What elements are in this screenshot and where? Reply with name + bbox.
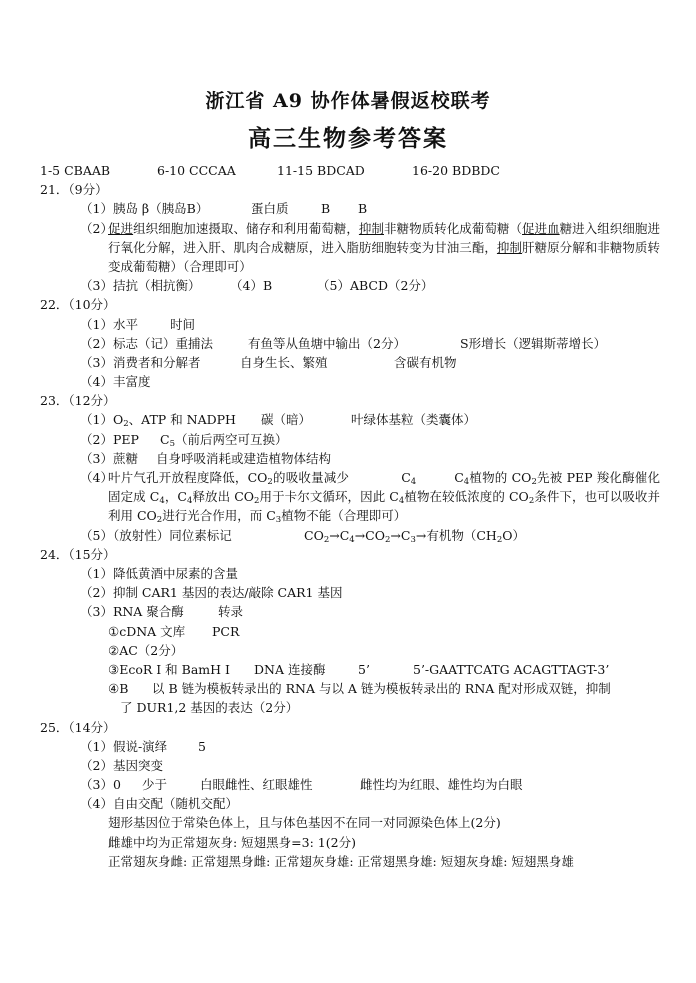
question-21-heading: 21．（9分） — [40, 182, 108, 198]
q25-part-4-line-2 — [40, 833, 660, 852]
answer-text: 5’ — [358, 661, 370, 677]
answer-text: （1）假说-演绎 — [80, 738, 168, 754]
answer-text: ②AC（2分） — [108, 642, 184, 658]
q21-part-3 — [40, 276, 660, 295]
q21-part-2 — [40, 219, 660, 277]
answer-text: 叶绿体基粒（类囊体） — [351, 412, 477, 428]
exam-title: 浙江省 A9 协作体暑假返校联考 — [205, 90, 491, 112]
answer-text: 时间 — [170, 316, 196, 332]
answer-text: （3）拮抗（相抗衡） — [80, 278, 201, 294]
answer-paragraph — [80, 219, 660, 277]
answer-text: 蛋白质 — [251, 201, 289, 217]
answer-text: 以 B 链为模板转录出的 RNA 与以 A 链为模板转录出的 RNA 配对形成双链，抑制 — [152, 681, 611, 697]
answer-text: （2）PEP — [80, 431, 139, 447]
answer-text: $C_5$（前后两空可互换） — [160, 431, 288, 449]
q23-part-3 — [40, 449, 660, 468]
answer-text: （4）B — [230, 278, 273, 294]
q23-part-5 — [40, 526, 660, 545]
underlined-keyword: 促进血 — [522, 220, 560, 236]
answer-paragraph: 叶片气孔开放程度降低，$CO_2$的吸收量减少 $C_4$ $C_4$植物的 $CO_2$先被 PEP 羧化酶催化固定成 $C_4$，$C_4$释放出 $CO_2$用于卡尔文循环，因此 $C_4$植物在较低浓度的 $CO_2$条件下，也可以吸收并利用 $CO_2$进行光合作用，而 $C_3$植物不能（合理即可） — [108, 470, 660, 526]
q25-part-4-line-3 — [40, 852, 660, 871]
answer-text: 组织细胞加速摄取、储存和利用葡萄糖， — [133, 220, 359, 236]
answer-content — [40, 161, 660, 871]
answer-text: 糖进入组织细胞进行氧化分解，进入肝、肌肉合成糖原，进入脂肪细胞转变为甘油三酯， — [108, 220, 660, 255]
q23-part-2 — [40, 430, 660, 449]
answer-text: 非糖物质转化成葡萄糖（ — [384, 220, 522, 236]
q25-part-4-line-1 — [40, 813, 660, 832]
q23-part-4 — [40, 468, 660, 526]
q25-part-4 — [40, 794, 660, 813]
answer-text: （1）胰岛 β（胰岛B） — [80, 201, 209, 217]
answer-text: （4）自由交配（随机交配） — [80, 796, 238, 812]
answer-text: 雌雄中均为正常翅灰身: 短翅黑身=3: 1(2分) — [108, 834, 356, 850]
answer-text: （2）标志（记）重捕法 — [80, 335, 213, 351]
answer-text: 碳（暗） — [261, 412, 312, 428]
answer-text: （3）蔗糖 — [80, 450, 138, 466]
answer-text: 白眼雌性、红眼雄性 — [200, 777, 313, 793]
q24-sub-4 — [40, 679, 660, 698]
answer-text: 含碳有机物 — [394, 354, 457, 370]
answer-text: ④B — [108, 681, 129, 697]
answer-text: （5）ABCD（2分） — [317, 278, 434, 294]
answer-text: 5 — [198, 738, 206, 754]
underlined-keyword: 促进 — [108, 220, 134, 236]
answer-text: （1）降低黄酒中尿素的含量 — [80, 566, 238, 581]
answer-text: 正常翅灰身雌: 正常翅黑身雌: 正常翅灰身雄: 正常翅黑身雄: 短翅灰身雄: 短翅黑身雄 — [108, 853, 574, 869]
q24-sub-3 — [40, 660, 660, 679]
answer-text: 了 DUR1,2 基因的表达（2分） — [120, 700, 299, 716]
answer-text: （5）（放射性）同位素标记 — [80, 527, 232, 543]
q25-part-1 — [40, 737, 660, 756]
question-25-heading: 25．（14分） — [40, 719, 116, 735]
answer-text: B — [321, 201, 331, 217]
answer-text: ①cDNA 文库 — [108, 623, 186, 639]
answer-text: 雌性均为红眼、雄性均为白眼 — [360, 777, 523, 793]
q24-sub-2 — [40, 641, 660, 660]
choice-answer-group: 6-10 CCCAA — [157, 163, 236, 178]
answer-text: 自身生长、繁殖 — [240, 354, 328, 370]
answer-key-title: 高三生物参考答案 — [248, 126, 448, 152]
answer-text: （3）0 — [80, 777, 121, 793]
answer-text: （4）丰富度 — [80, 374, 151, 390]
underlined-keyword: 抑制 — [358, 220, 384, 236]
q25-part-3 — [40, 775, 660, 794]
answer-text: 少于 — [142, 777, 168, 793]
q22-part-3 — [40, 353, 660, 372]
answer-text: PCR — [212, 623, 240, 639]
q24-part-3 — [40, 602, 660, 621]
q24-part-1 — [40, 564, 660, 583]
q24-part-2 — [40, 583, 660, 602]
answer-text: 肝糖原分解和非糖物质转变成葡萄糖）（合理即可） — [108, 239, 660, 274]
pathway-text: $CO_2\to C_4\to CO_2\to C_3\to$有机物$(CH_2O)$ — [304, 527, 526, 545]
answer-text: （3）RNA 聚合酶 — [80, 604, 184, 620]
question-24-heading: 24．（15分） — [40, 546, 116, 562]
q24-sub-1 — [40, 622, 660, 641]
answer-text: （1）水平 — [80, 316, 138, 332]
q25-part-2 — [40, 756, 660, 775]
choice-answer-group: 16-20 BDBDC — [412, 163, 500, 178]
answer-text: （2）抑制 CAR1 基因的表达/敲除 CAR1 基因 — [80, 585, 343, 601]
choice-answers-row — [40, 161, 660, 180]
choice-answer-group: 1-5 CBAAB — [40, 163, 111, 178]
answer-text: $(1)O_2$、ATP 和 NADPH — [80, 412, 236, 430]
answer-text: （2）基因突变 — [80, 757, 163, 773]
answer-text: （3）消费者和分解者 — [80, 354, 201, 370]
answer-text: 有鱼等从鱼塘中输出（2分） — [248, 335, 406, 351]
answer-text: 转录 — [218, 604, 244, 620]
q22-part-2 — [40, 334, 660, 353]
question-23-heading: 23．（12分） — [40, 393, 116, 409]
q22-part-4 — [40, 372, 660, 391]
sequence-text: 5’-GAATTCATG ACAGTTAGT-3’ — [413, 661, 610, 677]
q23-part-1 — [40, 410, 660, 429]
q24-sub-4-continued — [40, 698, 660, 717]
answer-text: S形增长（逻辑斯蒂增长） — [460, 335, 607, 351]
answer-text: B — [358, 201, 368, 217]
part-number: （2） — [80, 220, 113, 236]
answer-text: ③EcoR I 和 BamH I — [108, 661, 230, 677]
answer-text: 翅形基因位于常染色体上，且与体色基因不在同一对同源染色体上(2分) — [108, 815, 501, 831]
choice-answer-group: 11-15 BDCAD — [277, 163, 365, 178]
underlined-keyword: 抑制 — [496, 239, 523, 255]
q22-part-1 — [40, 315, 660, 334]
answer-text: DNA 连接酶 — [254, 661, 326, 677]
q21-part-1 — [40, 199, 660, 218]
question-22-heading: 22．（10分） — [40, 297, 116, 313]
part-number: （4） — [80, 470, 113, 486]
answer-text: 自身呼吸消耗或建造植物体结构 — [156, 450, 332, 466]
